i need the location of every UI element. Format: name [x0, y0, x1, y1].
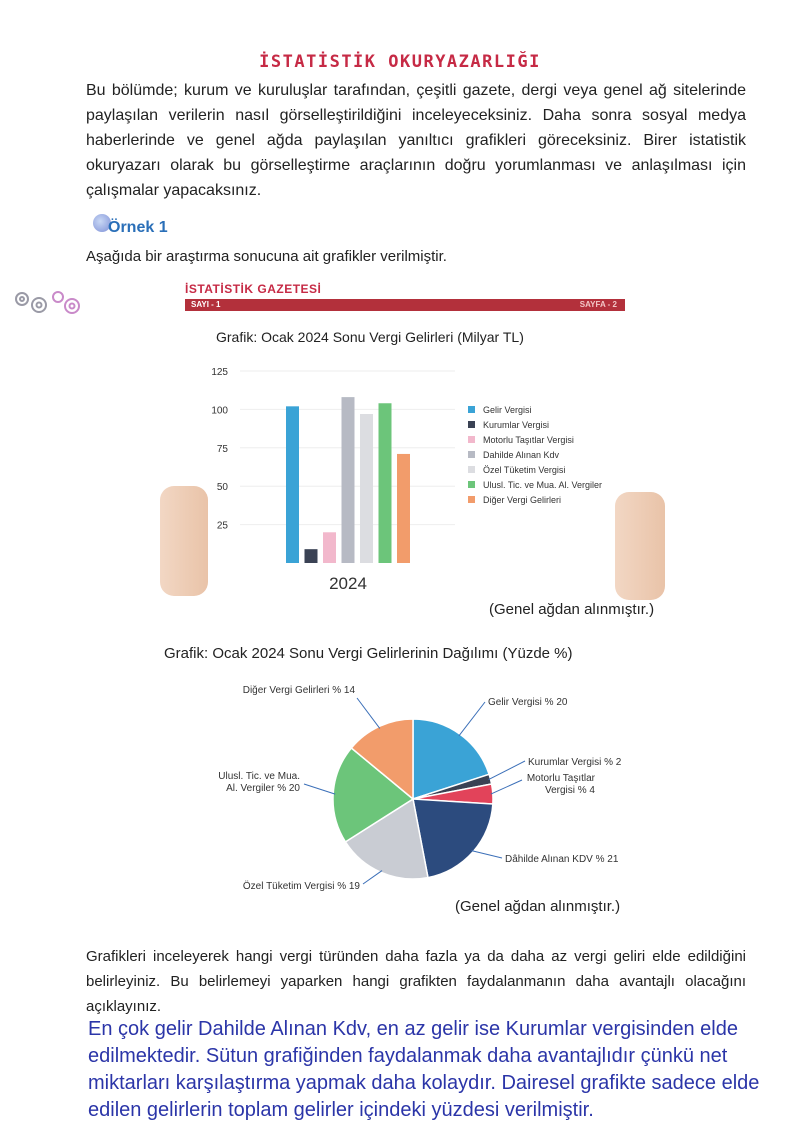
- legend-label: Motorlu Taşıtlar Vergisi: [483, 435, 574, 445]
- pie-label: Gelir Vergisi % 20: [488, 697, 568, 708]
- pie-label: Dâhilde Alınan KDV % 21: [505, 854, 619, 865]
- legend-swatch: [468, 436, 475, 443]
- bar-chart-source: (Genel ağdan alınmıştır.): [489, 601, 655, 618]
- bar-6: [397, 454, 410, 563]
- bar-3: [342, 397, 355, 563]
- pie-label: Motorlu Taşıtlar: [526, 773, 595, 784]
- pie-label: Diğer Vergi Gelirleri % 14: [242, 685, 355, 696]
- bar-y-tick: 100: [211, 405, 228, 417]
- legend-label: Gelir Vergisi: [483, 405, 532, 415]
- pie-label: Vergisi % 4: [544, 785, 595, 796]
- legend-swatch: [468, 406, 475, 413]
- legend-label: Dahilde Alınan Kdv: [483, 450, 560, 460]
- pie-chart: [200, 672, 660, 897]
- bar-chart: [200, 358, 640, 598]
- legend-label: Kurumlar Vergisi: [483, 420, 550, 430]
- bar-y-tick: 75: [216, 443, 228, 455]
- pie-leader-line: [363, 871, 382, 884]
- legend-label: Ulusl. Tic. ve Mua. Al. Vergiler: [483, 480, 603, 490]
- pie-label: Özel Tüketim Vergisi % 19: [242, 881, 360, 892]
- pie-label: Ulusl. Tic. ve Mua.: [218, 771, 300, 782]
- pie-leader-line: [304, 784, 335, 794]
- legend-label: Diğer Vergi Gelirleri: [483, 495, 562, 505]
- bar-5: [379, 403, 392, 563]
- legend-swatch: [468, 496, 475, 503]
- bar-y-tick: 50: [216, 482, 228, 494]
- pie-label: Al. Vergiler % 20: [226, 783, 300, 794]
- legend-swatch: [468, 481, 475, 488]
- pie-chart-title: Grafik: Ocak 2024 Sonu Vergi Gelirlerinin Dağılımı (Yüzde %): [164, 645, 573, 662]
- pie-label: Kurumlar Vergisi % 2: [528, 757, 622, 768]
- newspaper-page: SAYFA - 2: [579, 300, 617, 309]
- example-label: Örnek 1: [108, 219, 168, 236]
- intro-paragraph: Bu bölümde; kurum ve kuruluşlar tarafından, çeşitli gazete, dergi veya genel ağ sitelerinde paylaşılan verilerin nasıl görselleştirildiğini inceleyeceksiniz. Daha sonra sosyal medya haberlerinde ve genel ağda paylaşılan yanıltıcı grafikleri göreceksiniz. Birer istatistik okuryazarı olarak bu görselleştirme araçlarının doğru yorumlanması ve anlaşılması için çalışmalar yapacaksınız.: [86, 82, 746, 199]
- legend-swatch: [468, 466, 475, 473]
- bar-y-tick: 25: [216, 520, 228, 532]
- lead-text: Aşağıda bir araştırma sonucuna ait grafikler verilmiştir.: [86, 248, 447, 265]
- newspaper-issue: SAYI - 1: [191, 300, 221, 309]
- newspaper-bar: [185, 299, 625, 311]
- pie-chart-source: (Genel ağdan alınmıştır.): [455, 898, 621, 915]
- pie-leader-line: [489, 761, 525, 780]
- newspaper-header: [185, 282, 625, 312]
- bar-4: [360, 414, 373, 563]
- bar-0: [286, 406, 299, 563]
- question-paragraph: Grafikleri inceleyerek hangi vergi türünden daha fazla ya da daha az vergi geliri elde edildiğini belirleyiniz. Bu belirlemeyi yaparken hangi grafikten faydalanmanın daha avantajlı olacağını açıklayınız.: [86, 948, 746, 1015]
- bar-y-tick: 125: [211, 367, 228, 378]
- legend-label: Özel Tüketim Vergisi: [483, 465, 566, 475]
- legend-swatch: [468, 421, 475, 428]
- pie-leader-line: [459, 702, 485, 736]
- bar-1: [305, 549, 318, 563]
- gears-icon: [12, 287, 84, 317]
- pie-leader-line: [357, 698, 380, 728]
- pie-leader-line: [491, 780, 522, 794]
- bar-x-label: 2024: [329, 574, 367, 593]
- legend-swatch: [468, 451, 475, 458]
- pie-leader-line: [472, 851, 502, 858]
- bar-chart-title: Grafik: Ocak 2024 Sonu Vergi Gelirleri (Milyar TL): [216, 329, 524, 345]
- bar-2: [323, 532, 336, 563]
- page-title: İSTATİSTİK OKURYAZARLIĞI: [259, 52, 541, 72]
- handwritten-answer: En çok gelir Dahilde Alınan Kdv, en az gelir ise Kurumlar vergisinden elde edilmektedir. Sütun grafiğinden faydalanmak daha avantajlıdır çünkü net miktarları karşılaştırma yapmak daha kolaydır. Dairesel grafikte sadece elde edilen gelirlerin toplam gelirler içindeki yüzdesi verilmiştir.: [88, 1018, 760, 1121]
- newspaper-name: İSTATİSTİK GAZETESİ: [185, 282, 322, 296]
